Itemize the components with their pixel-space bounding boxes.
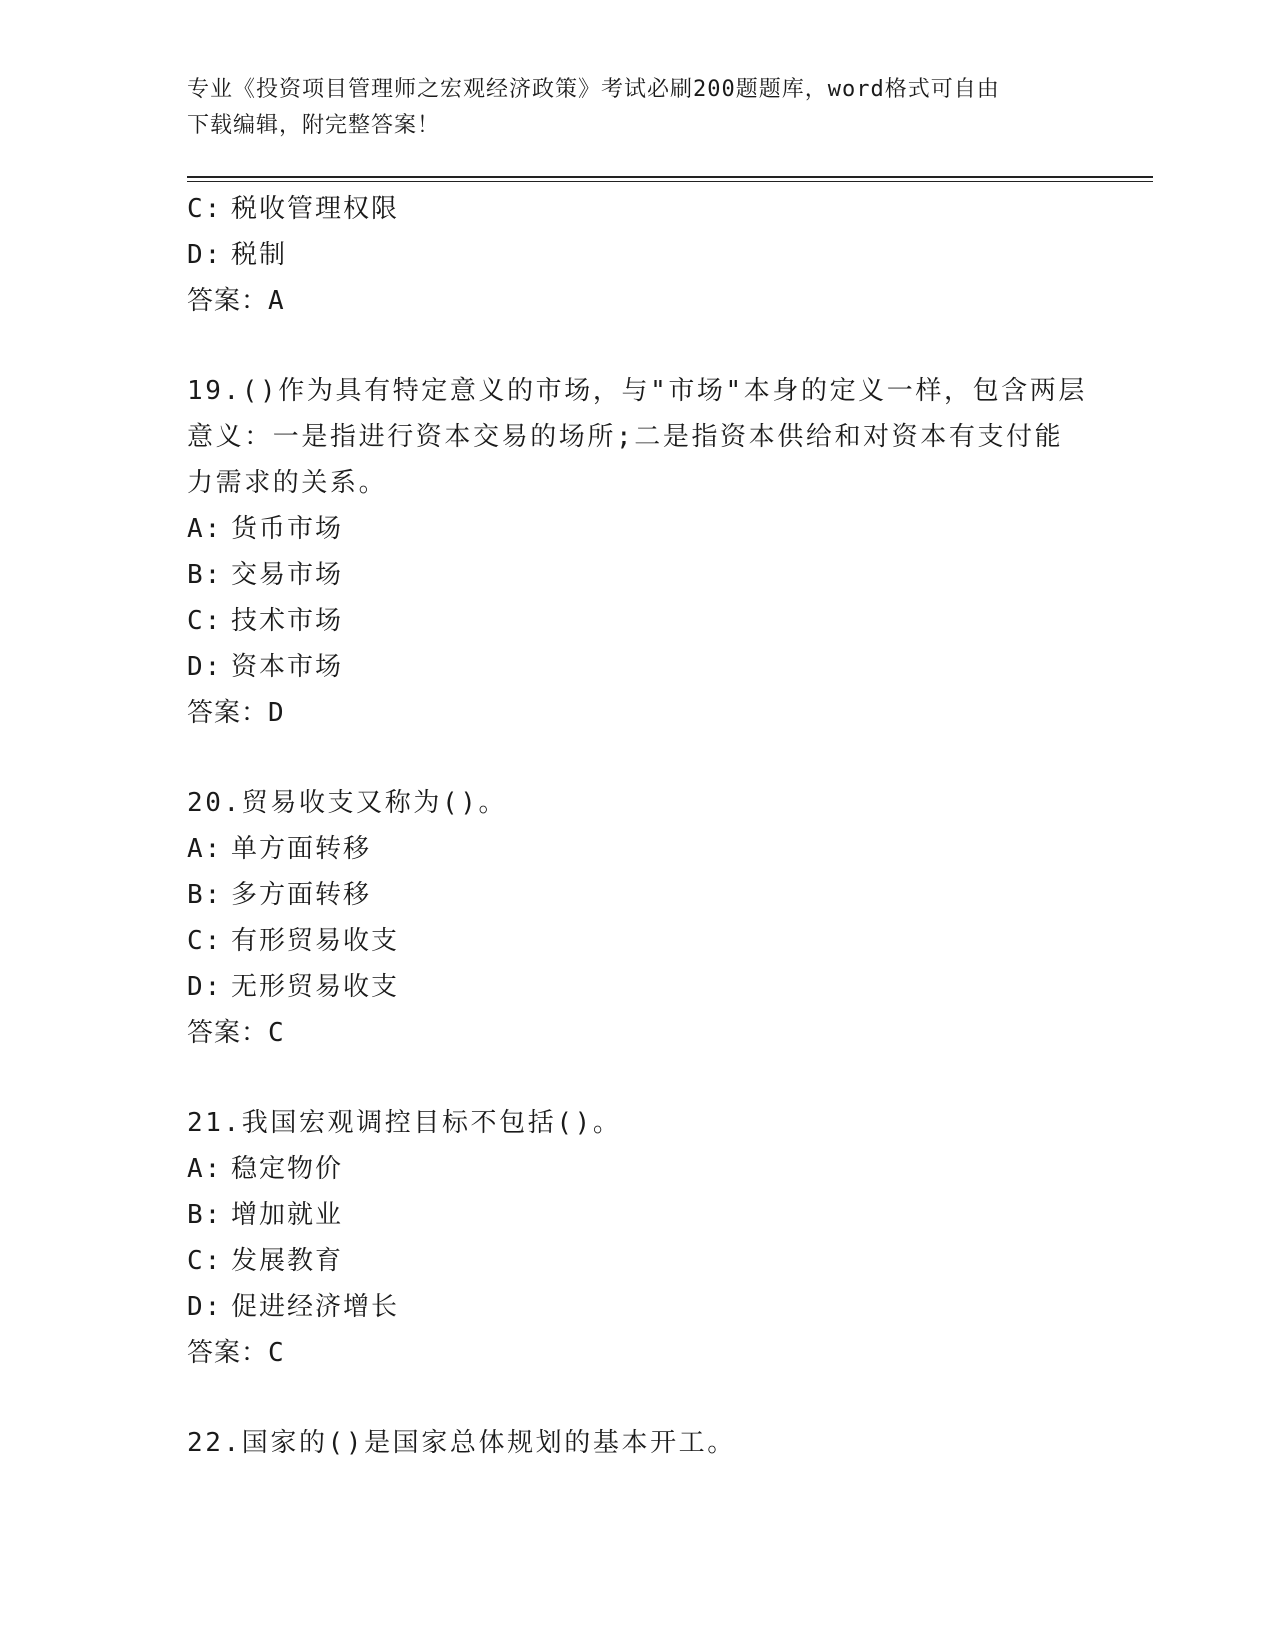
option-letter: D: xyxy=(187,972,223,1002)
option-letter: C: xyxy=(187,926,223,956)
question-stem: 22.国家的()是国家总体规划的基本开工。 xyxy=(187,1428,736,1458)
option-d xyxy=(187,1284,1087,1330)
header-line-2: 下载编辑，附完整答案！ xyxy=(187,113,441,138)
question-22 xyxy=(187,1420,1087,1466)
question-stem: 20.贸易收支又称为()。 xyxy=(187,788,508,818)
spacer xyxy=(187,736,1087,780)
answer-line xyxy=(187,278,1087,324)
option-c xyxy=(187,918,1087,964)
question-stem: 19.()作为具有特定意义的市场，与"市场"本身的定义一样，包含两层意义：一是指进行资本交易的场所;二是指资本供给和对资本有支付能力需求的关系。 xyxy=(187,376,1087,498)
option-a xyxy=(187,1146,1087,1192)
document-header xyxy=(187,72,1067,144)
option-letter: C: xyxy=(187,1246,223,1276)
option-c xyxy=(187,1238,1087,1284)
option-letter: C: xyxy=(187,606,223,636)
question-list xyxy=(187,186,1087,1466)
option-letter: D: xyxy=(187,240,223,270)
answer-label: 答案： xyxy=(187,698,269,728)
header-divider xyxy=(187,176,1153,182)
option-letter: D: xyxy=(187,1292,223,1322)
option-text: 税制 xyxy=(231,240,288,270)
option-letter: B: xyxy=(187,1200,223,1230)
option-letter: A: xyxy=(187,1154,223,1184)
question-19 xyxy=(187,368,1087,736)
answer-label: 答案： xyxy=(187,286,269,316)
answer-line xyxy=(187,1010,1087,1056)
option-c xyxy=(187,186,1087,232)
spacer xyxy=(187,324,1087,368)
option-letter: B: xyxy=(187,560,223,590)
option-text: 税收管理权限 xyxy=(231,194,400,224)
option-text: 多方面转移 xyxy=(231,880,372,910)
question-21 xyxy=(187,1100,1087,1376)
answer-label: 答案： xyxy=(187,1018,269,1048)
option-text: 货币市场 xyxy=(231,514,344,544)
option-letter: C: xyxy=(187,194,223,224)
option-text: 无形贸易收支 xyxy=(231,972,400,1002)
spacer xyxy=(187,1056,1087,1100)
option-a xyxy=(187,826,1087,872)
option-c xyxy=(187,598,1087,644)
option-text: 有形贸易收支 xyxy=(231,926,400,956)
question-carryover xyxy=(187,186,1087,324)
header-line-1: 专业《投资项目管理师之宏观经济政策》考试必刷200题题库，word格式可自由 xyxy=(187,77,1000,102)
option-b xyxy=(187,552,1087,598)
option-text: 技术市场 xyxy=(231,606,344,636)
option-text: 交易市场 xyxy=(231,560,344,590)
answer-value: C xyxy=(268,1338,285,1368)
option-d xyxy=(187,232,1087,278)
option-text: 增加就业 xyxy=(231,1200,344,1230)
option-d xyxy=(187,644,1087,690)
answer-value: A xyxy=(268,286,285,316)
option-b xyxy=(187,1192,1087,1238)
option-a xyxy=(187,506,1087,552)
spacer xyxy=(187,1376,1087,1420)
option-letter: D: xyxy=(187,652,223,682)
option-letter: B: xyxy=(187,880,223,910)
answer-value: D xyxy=(268,698,285,728)
option-letter: A: xyxy=(187,834,223,864)
option-letter: A: xyxy=(187,514,223,544)
question-stem: 21.我国宏观调控目标不包括()。 xyxy=(187,1108,622,1138)
option-text: 稳定物价 xyxy=(231,1154,344,1184)
answer-label: 答案： xyxy=(187,1338,269,1368)
option-text: 发展教育 xyxy=(231,1246,344,1276)
answer-value: C xyxy=(268,1018,285,1048)
option-text: 促进经济增长 xyxy=(231,1292,400,1322)
option-b xyxy=(187,872,1087,918)
option-d xyxy=(187,964,1087,1010)
answer-line xyxy=(187,690,1087,736)
answer-line xyxy=(187,1330,1087,1376)
question-20 xyxy=(187,780,1087,1056)
option-text: 单方面转移 xyxy=(231,834,372,864)
option-text: 资本市场 xyxy=(231,652,344,682)
